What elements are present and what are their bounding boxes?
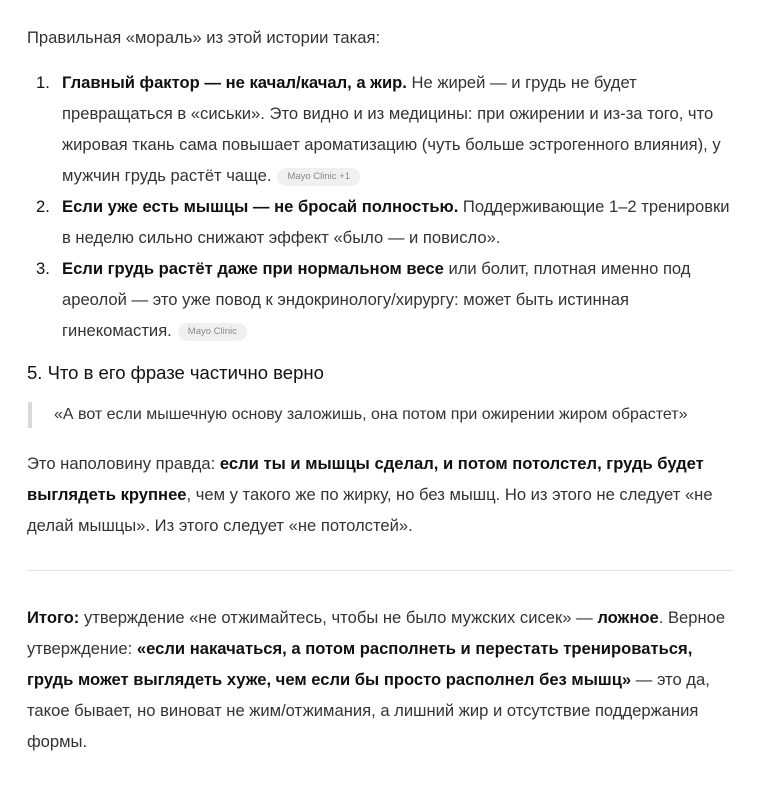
advice-list bbox=[27, 67, 733, 346]
list-item-text: Поддерживающие 1–2 тренировки в неделю сильно снижают эффект «было — и повисло». bbox=[62, 197, 730, 247]
intro-text: Правильная «мораль» из этой истории такая: bbox=[27, 28, 381, 47]
list-number: 3. bbox=[36, 259, 50, 278]
bold-text: если ты и мышцы сделал, и потом потолстел, грудь будет выглядеть крупнее bbox=[27, 454, 704, 504]
source-chip[interactable]: Mayo Clinic +1 bbox=[277, 168, 360, 186]
bold-text: ложное bbox=[597, 608, 659, 627]
bold-text: «если накачаться, а потом располнеть и перестать тренироваться, грудь может выглядеть хуже, чем если бы просто располнел без мышц» bbox=[27, 639, 693, 689]
message-content bbox=[27, 22, 733, 757]
text: . Верное утверждение: bbox=[27, 608, 726, 658]
list-item-text: или болит, плотная именно под ареолой — это уже повод к эндокринологу/хирургу: может быть истинная гинекомастия. bbox=[62, 259, 691, 340]
divider bbox=[27, 570, 733, 571]
summary-paragraph bbox=[27, 602, 733, 757]
analysis-paragraph bbox=[27, 448, 733, 541]
text: утверждение «не отжимайтесь, чтобы не было мужских сисек» — bbox=[79, 608, 598, 627]
list-number: 2. bbox=[36, 197, 50, 216]
list-item bbox=[27, 253, 733, 346]
text: — это да, такое бывает, но виноват не жим/отжимания, а лишний жир и отсутствие поддержания формы. bbox=[27, 670, 710, 751]
text: Это наполовину правда: bbox=[27, 454, 220, 473]
list-item bbox=[27, 67, 733, 191]
list-number: 1. bbox=[36, 73, 50, 92]
list-item-bold: Если уже есть мышцы — не бросай полностью. bbox=[62, 197, 459, 216]
source-chip[interactable]: Mayo Clinic bbox=[178, 323, 247, 341]
list-item-text: Не жирей — и грудь не будет превращаться в «сиськи». Это видно и из медицины: при ожирении и из-за того, что жировая ткань сама повышает ароматизацию (чуть больше эстрогенного влияния), у мужчин грудь растёт чаще. bbox=[62, 73, 721, 185]
list-item bbox=[27, 191, 733, 253]
text: , чем у такого же по жирку, но без мышц. Но из этого не следует «не делай мышцы». Из этого следует «не потолстей». bbox=[27, 485, 713, 535]
list-item-bold: Главный фактор — не качал/качал, а жир. bbox=[62, 73, 407, 92]
bold-text: Итого: bbox=[27, 608, 80, 627]
section-heading: 5. Что в его фразе частично верно bbox=[27, 362, 324, 383]
quote: «А вот если мышечную основу заложишь, она потом при ожирении жиром обрастет» bbox=[28, 402, 733, 428]
list-item-bold: Если грудь растёт даже при нормальном весе bbox=[62, 259, 444, 278]
